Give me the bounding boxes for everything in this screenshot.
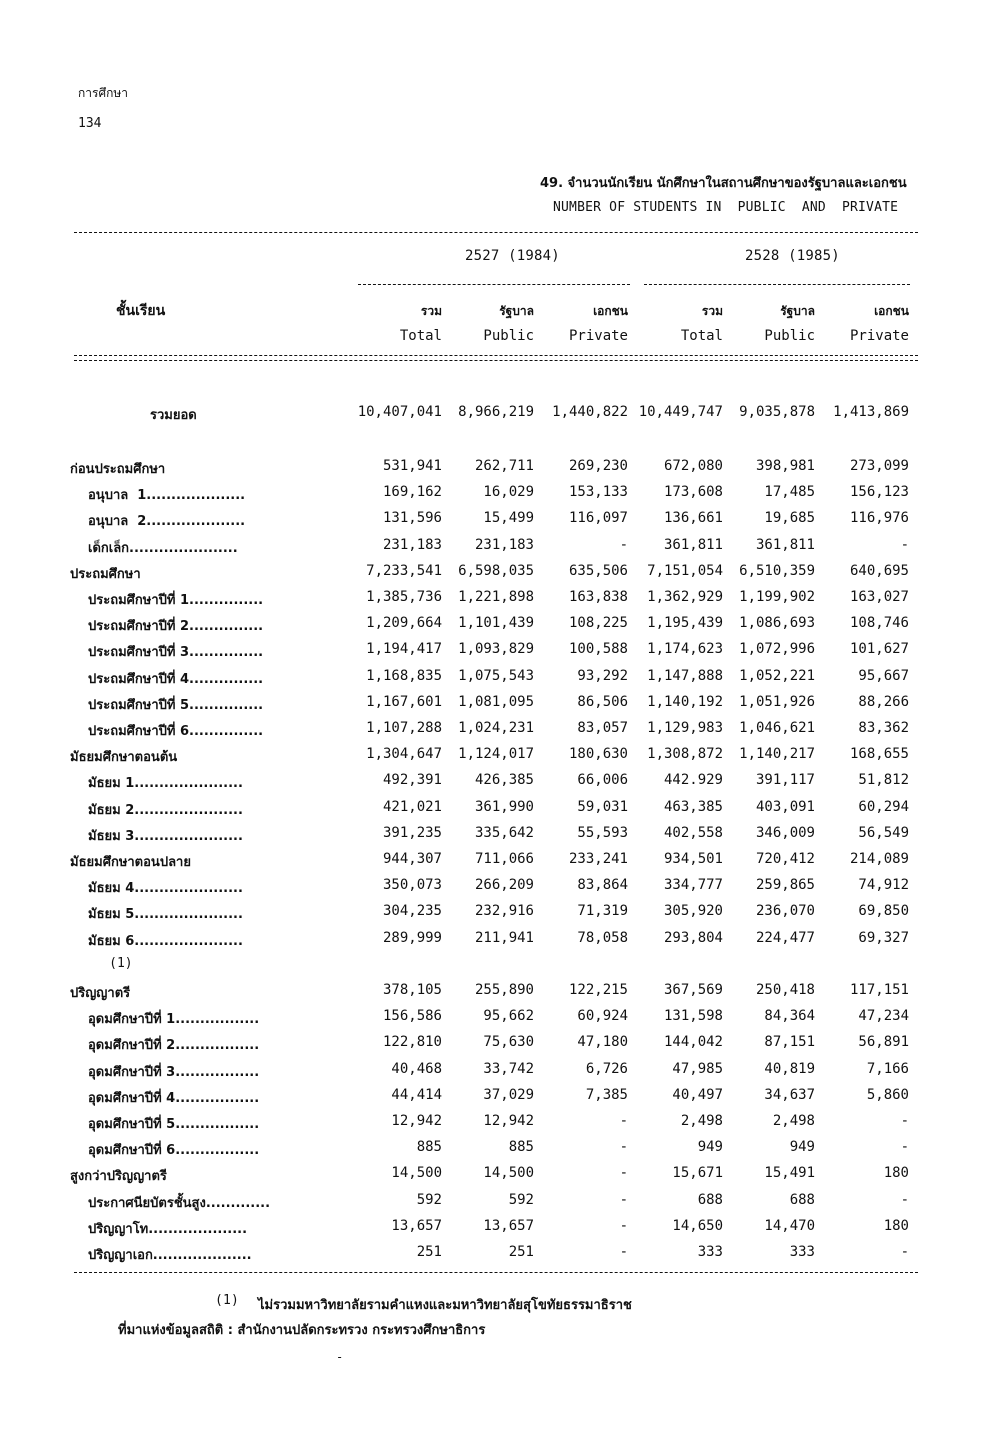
table-cell: 949: [789, 1139, 815, 1156]
table-cell: 1,086,693: [739, 615, 815, 632]
table-cell: 7,385: [585, 1086, 628, 1103]
table-cell: 391,117: [755, 772, 815, 789]
table-cell: 720,412: [755, 851, 815, 867]
table-cell: 78,058: [577, 929, 628, 946]
column-header-english: Private: [849, 328, 909, 344]
table-cell: 1,081,095: [458, 693, 534, 710]
table-cell: 1,140,192: [647, 693, 723, 710]
table-cell: 180: [883, 1165, 909, 1182]
table-cell: 1,194,417: [366, 641, 442, 658]
header-rule-1: [74, 355, 918, 356]
table-cell: 1,140,217: [739, 746, 815, 763]
column-header-english: Public: [764, 328, 815, 344]
table-cell: -: [619, 1113, 628, 1129]
column-header-thai: รวม: [420, 304, 442, 318]
table-cell: 88,266: [858, 693, 909, 710]
table-cell: 7,166: [866, 1060, 909, 1077]
column-header-english: Public: [483, 328, 534, 344]
row-label: สูงกว่าปริญญาตรี: [70, 1169, 167, 1185]
table-cell: 688: [697, 1191, 723, 1208]
table-cell: 47,985: [672, 1060, 723, 1077]
table-cell: 231,183: [474, 536, 534, 553]
table-cell: 14,500: [391, 1165, 442, 1182]
table-cell: 83,362: [858, 720, 909, 736]
table-cell: 934,501: [663, 851, 723, 867]
table-cell: -: [619, 1244, 628, 1260]
table-cell: 442.929: [663, 772, 723, 789]
table-cell: 1,101,439: [458, 615, 534, 632]
table-cell: 47,180: [577, 1034, 628, 1051]
table-cell: 100,588: [568, 641, 628, 658]
table-cell: 15,499: [483, 510, 534, 527]
table-cell: 55,593: [577, 824, 628, 841]
table-cell: 1,385,736: [366, 589, 442, 605]
table-cell: 251: [508, 1244, 534, 1260]
section-label: การศึกษา: [78, 86, 128, 100]
table-cell: -: [900, 1113, 909, 1129]
table-cell: 1,304,647: [366, 746, 442, 763]
table-cell: 122,810: [382, 1034, 442, 1051]
table-cell: 83,057: [577, 720, 628, 736]
row-label: ประถมศึกษาปีที่ 2...............: [88, 619, 264, 635]
table-cell: -: [619, 1191, 628, 1208]
column-header-thai: เอกชน: [874, 304, 909, 318]
table-cell: 367,569: [663, 982, 723, 998]
table-cell: 259,865: [755, 877, 815, 894]
table-cell: 40,497: [672, 1086, 723, 1103]
row-label: มัธยมศึกษาตอนต้น: [70, 750, 178, 766]
row-label: ประถมศึกษาปีที่ 6...............: [88, 724, 264, 739]
table-cell: 1,075,543: [458, 667, 534, 684]
table-cell: 116,976: [849, 510, 909, 527]
column-header-thai: รัฐบาล: [499, 304, 534, 318]
table-cell: 233,241: [568, 851, 628, 867]
table-cell: 56,891: [858, 1034, 909, 1051]
column-header-english: Total: [399, 328, 442, 344]
table-cell: 1,072,996: [739, 641, 815, 658]
table-cell: 211,941: [474, 929, 534, 946]
table-cell: 949: [697, 1139, 723, 1156]
row-header-label: ชั้นเรียน: [116, 303, 166, 319]
table-cell: 37,029: [483, 1086, 534, 1103]
table-cell: 15,671: [672, 1165, 723, 1182]
row-label: อนุบาล 2....................: [88, 514, 246, 530]
table-cell: 16,029: [483, 484, 534, 501]
table-cell: 6,598,035: [458, 562, 534, 579]
table-cell: 15,491: [764, 1165, 815, 1182]
table-cell: 10,407,041: [357, 404, 442, 420]
year-1985-header: 2528 (1985): [745, 248, 840, 264]
table-cell: 14,470: [764, 1217, 815, 1234]
table-cell: 60,924: [577, 1008, 628, 1025]
row-label: มัธยม 1......................: [88, 776, 243, 792]
table-cell: 13,657: [483, 1217, 534, 1234]
column-header-thai: เอกชน: [593, 304, 628, 318]
table-cell: 93,292: [577, 667, 628, 684]
table-cell: 361,990: [474, 798, 534, 815]
table-cell: 108,225: [568, 615, 628, 632]
table-cell: -: [619, 1217, 628, 1234]
table-cell: 269,230: [568, 458, 628, 474]
row-label: ประถมศึกษาปีที่ 3...............: [88, 645, 264, 661]
row-label: ปริญญาโท....................: [88, 1221, 248, 1237]
table-cell: 12,942: [483, 1113, 534, 1129]
table-cell: 402,558: [663, 824, 723, 841]
table-cell: 69,327: [858, 929, 909, 946]
table-cell: -: [619, 1165, 628, 1182]
table-cell: 305,920: [663, 903, 723, 920]
row-label: อุดมศึกษาปีที่ 2.................: [88, 1038, 260, 1054]
row-label: อุดมศึกษาปีที่ 3.................: [88, 1064, 260, 1080]
table-cell: 635,506: [568, 562, 628, 579]
table-cell: 333: [697, 1244, 723, 1260]
bottom-rule: [74, 1272, 918, 1273]
table-cell: 346,009: [755, 824, 815, 841]
row-label: ปริญญาเอก....................: [88, 1248, 252, 1263]
table-cell: 1,167,601: [366, 693, 442, 710]
table-cell: 122,215: [568, 982, 628, 998]
table-cell: 592: [416, 1191, 442, 1208]
table-cell: 262,711: [474, 458, 534, 474]
table-cell: 391,235: [382, 824, 442, 841]
table-cell: 1,124,017: [458, 746, 534, 763]
table-cell: 156,123: [849, 484, 909, 501]
table-cell: 403,091: [755, 798, 815, 815]
table-cell: 273,099: [849, 458, 909, 474]
table-cell: 180,630: [568, 746, 628, 763]
table-cell: 361,811: [755, 536, 815, 553]
row-label: มัธยม 4......................: [88, 881, 243, 897]
table-cell: 232,916: [474, 903, 534, 920]
table-cell: 885: [416, 1139, 442, 1156]
table-cell: 1,093,829: [458, 641, 534, 658]
year-1984-rule: [358, 284, 630, 285]
table-cell: 1,046,621: [739, 720, 815, 736]
table-cell: 1,195,439: [647, 615, 723, 632]
table-cell: 531,941: [382, 458, 442, 474]
table-cell: 131,598: [663, 1008, 723, 1025]
row-label: ก่อนประถมศึกษา: [70, 462, 166, 477]
table-cell: 250,418: [755, 982, 815, 998]
table-cell: 1,440,822: [552, 404, 628, 420]
table-cell: 289,999: [382, 929, 442, 946]
table-cell: 711,066: [474, 851, 534, 867]
table-cell: 14,500: [483, 1165, 534, 1182]
table-cell: 293,804: [663, 929, 723, 946]
table-cell: 304,235: [382, 903, 442, 920]
table-cell: 1,129,983: [647, 720, 723, 736]
table-cell: 8,966,219: [458, 404, 534, 420]
table-cell: 1,024,231: [458, 720, 534, 736]
table-cell: 1,174,623: [647, 641, 723, 658]
table-cell: 236,070: [755, 903, 815, 920]
table-cell: 231,183: [382, 536, 442, 553]
row-label: (1): [70, 955, 133, 971]
row-label: ประถมศึกษาปีที่ 4...............: [88, 671, 264, 687]
top-rule: [74, 232, 918, 233]
table-cell: 2,498: [772, 1113, 815, 1129]
year-1984-header: 2527 (1984): [465, 248, 560, 264]
table-cell: 116,097: [568, 510, 628, 527]
table-cell: 156,586: [382, 1008, 442, 1025]
table-cell: 1,199,902: [739, 589, 815, 605]
table-cell: 47,234: [858, 1008, 909, 1025]
table-cell: 255,890: [474, 982, 534, 998]
table-cell: 592: [508, 1191, 534, 1208]
table-cell: 1,413,869: [833, 404, 909, 420]
table-cell: 361,811: [663, 536, 723, 553]
row-label: มัธยม 2......................: [88, 802, 243, 818]
source-note: ที่มาแห่งข้อมูลสถิติ : สำนักงานปลัดกระทรวง กระทรวงศึกษาธิการ: [118, 1323, 486, 1338]
table-cell: 131,596: [382, 510, 442, 527]
table-cell: 101,627: [849, 641, 909, 658]
table-cell: 7,233,541: [366, 562, 442, 579]
column-header-english: Private: [568, 328, 628, 344]
table-cell: 71,319: [577, 903, 628, 920]
table-cell: 1,147,888: [647, 667, 723, 684]
table-cell: 688: [789, 1191, 815, 1208]
table-cell: 66,006: [577, 772, 628, 789]
table-title-thai: 49. จำนวนนักเรียน นักศึกษาในสถานศึกษาของรัฐบาลและเอกชน: [540, 176, 907, 191]
table-cell: -: [900, 536, 909, 553]
table-cell: 60,294: [858, 798, 909, 815]
table-cell: 224,477: [755, 929, 815, 946]
table-cell: 885: [508, 1139, 534, 1156]
row-label: อุดมศึกษาปีที่ 1.................: [88, 1012, 260, 1028]
table-cell: 378,105: [382, 982, 442, 998]
table-cell: 117,151: [849, 982, 909, 998]
row-label: มัธยม 6......................: [88, 933, 243, 949]
table-cell: 7,151,054: [647, 562, 723, 579]
row-label: ประกาศนียบัตรชั้นสูง.............: [88, 1195, 271, 1211]
table-cell: 350,073: [382, 877, 442, 894]
table-cell: 1,052,221: [739, 667, 815, 684]
table-cell: 75,630: [483, 1034, 534, 1051]
table-cell: 163,027: [849, 589, 909, 605]
table-cell: 672,080: [663, 458, 723, 474]
row-label: ประถมศึกษา: [70, 566, 141, 582]
table-cell: 421,021: [382, 798, 442, 815]
table-cell: 2,498: [680, 1113, 723, 1129]
row-label: มัธยม 3......................: [88, 828, 243, 844]
table-cell: 19,685: [764, 510, 815, 527]
table-cell: 163,838: [568, 589, 628, 605]
row-label: มัธยม 5......................: [88, 907, 243, 923]
table-cell: 56,549: [858, 824, 909, 841]
table-cell: 14,650: [672, 1217, 723, 1234]
table-cell: 492,391: [382, 772, 442, 789]
table-cell: 180: [883, 1217, 909, 1234]
table-cell: 87,151: [764, 1034, 815, 1051]
table-cell: 13,657: [391, 1217, 442, 1234]
table-cell: 59,031: [577, 798, 628, 815]
table-cell: -: [900, 1191, 909, 1208]
page-number: 134: [78, 116, 102, 131]
table-cell: 1,168,835: [366, 667, 442, 684]
table-cell: 1,107,288: [366, 720, 442, 736]
row-label: อุดมศึกษาปีที่ 4.................: [88, 1090, 260, 1106]
table-cell: 40,819: [764, 1060, 815, 1077]
table-cell: 136,661: [663, 510, 723, 527]
table-cell: 168,655: [849, 746, 909, 763]
table-cell: 1,308,872: [647, 746, 723, 763]
table-cell: -: [619, 1139, 628, 1156]
row-label: ปริญญาตรี: [70, 986, 131, 1001]
row-label: ประถมศึกษาปีที่ 5...............: [88, 697, 264, 713]
footnote-marker: (1): [215, 1293, 240, 1308]
table-cell: 40,468: [391, 1060, 442, 1077]
table-cell: 12,942: [391, 1113, 442, 1129]
row-label: ประถมศึกษาปีที่ 1...............: [88, 593, 264, 608]
table-cell: 33,742: [483, 1060, 534, 1077]
table-cell: 153,133: [568, 484, 628, 501]
row-label: มัธยมศึกษาตอนปลาย: [70, 855, 191, 870]
row-label: อนุบาล 1....................: [88, 488, 246, 504]
table-cell: 214,089: [849, 851, 909, 867]
table-cell: 944,307: [382, 851, 442, 867]
table-cell: 51,812: [858, 772, 909, 789]
table-cell: 86,506: [577, 693, 628, 710]
column-header-english: Total: [680, 328, 723, 344]
table-cell: 84,364: [764, 1008, 815, 1025]
table-cell: 1,209,664: [366, 615, 442, 632]
table-cell: 334,777: [663, 877, 723, 894]
table-cell: 95,662: [483, 1008, 534, 1025]
column-header-thai: รัฐบาล: [780, 304, 815, 318]
row-label: เด็กเล็ก......................: [88, 540, 238, 556]
column-header-thai: รวม: [701, 304, 723, 318]
table-cell: 426,385: [474, 772, 534, 789]
table-cell: 69,850: [858, 903, 909, 920]
table-cell: 95,667: [858, 667, 909, 684]
table-cell: 335,642: [474, 824, 534, 841]
table-cell: 6,726: [585, 1060, 628, 1077]
table-cell: 17,485: [764, 484, 815, 501]
table-cell: 640,695: [849, 562, 909, 579]
table-cell: 173,608: [663, 484, 723, 501]
table-cell: 74,912: [858, 877, 909, 894]
table-cell: 169,162: [382, 484, 442, 501]
table-cell: 1,221,898: [458, 589, 534, 605]
row-label: อุดมศึกษาปีที่ 5.................: [88, 1117, 260, 1132]
table-title-english: NUMBER OF STUDENTS IN PUBLIC AND PRIVATE: [553, 200, 899, 215]
table-cell: 83,864: [577, 877, 628, 894]
table-cell: 44,414: [391, 1086, 442, 1103]
row-label: รวมยอด: [150, 408, 197, 423]
footnote-text: ไม่รวมมหาวิทยาลัยรามคำแหงและมหาวิทยาลัยสุโขทัยธรรมาธิราช: [258, 1298, 632, 1313]
table-cell: 144,042: [663, 1034, 723, 1051]
table-cell: 108,746: [849, 615, 909, 632]
table-cell: 10,449,747: [638, 404, 723, 420]
table-cell: 9,035,878: [739, 404, 815, 420]
table-cell: 1,051,926: [739, 693, 815, 710]
header-rule-2: [74, 360, 918, 361]
table-cell: 1,362,929: [647, 589, 723, 605]
row-label: อุดมศึกษาปีที่ 6.................: [88, 1143, 260, 1159]
table-cell: 34,637: [764, 1086, 815, 1103]
table-cell: -: [900, 1139, 909, 1156]
table-cell: 333: [789, 1244, 815, 1260]
table-cell: 266,209: [474, 877, 534, 894]
table-cell: 463,385: [663, 798, 723, 815]
year-1985-rule: [644, 284, 910, 285]
table-cell: 251: [416, 1244, 442, 1260]
stray-mark: -: [336, 1350, 344, 1364]
table-cell: 398,981: [755, 458, 815, 474]
table-cell: -: [619, 536, 628, 553]
table-cell: 5,860: [866, 1086, 909, 1103]
table-cell: 6,510,359: [739, 562, 815, 579]
table-cell: -: [900, 1244, 909, 1260]
